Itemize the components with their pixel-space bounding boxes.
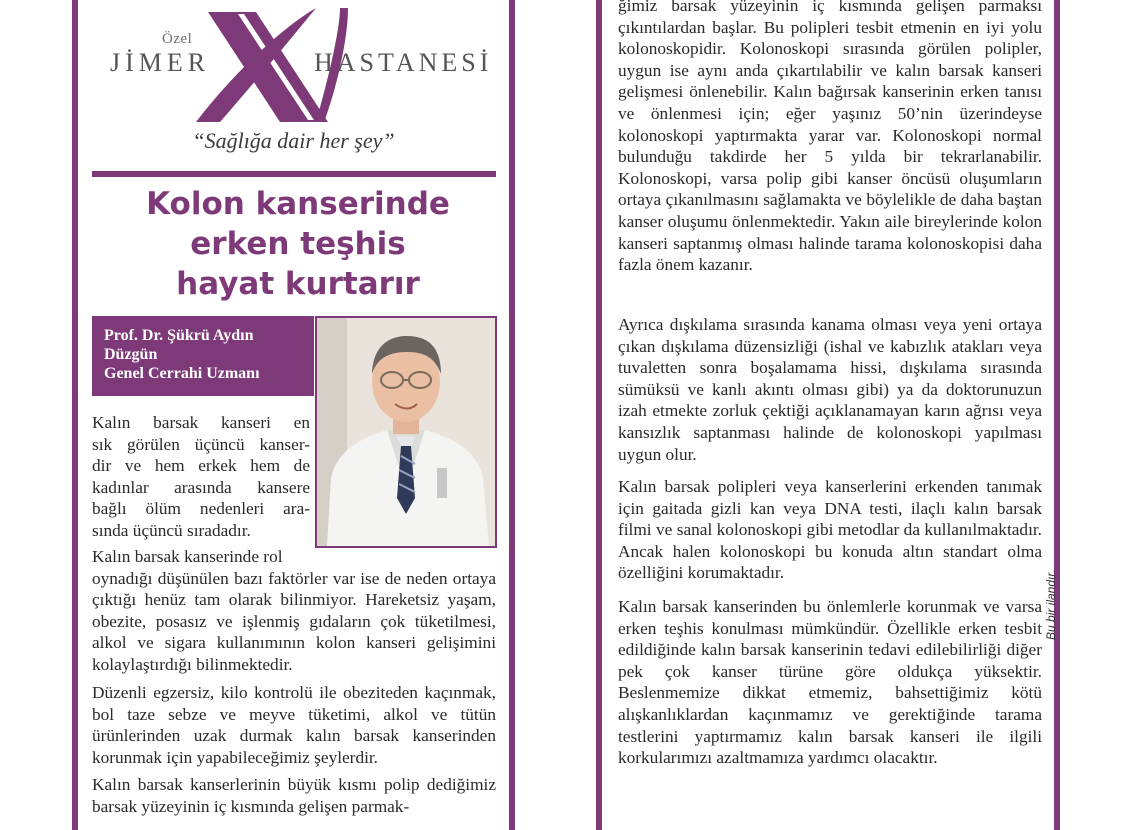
- text-line: kadınlar arasında kansere: [92, 477, 310, 497]
- author-name: Prof. Dr. Şükrü Aydın: [104, 327, 254, 344]
- left-column: [72, 0, 515, 830]
- paragraph-factors: [92, 546, 496, 676]
- headline: [88, 184, 508, 304]
- text-line: bağlı ölüm nedenleri ara-: [92, 499, 310, 519]
- text-line: dir ve hem erkek hem de: [92, 456, 310, 476]
- hospital-logo: [78, 0, 509, 165]
- paragraph-prevention: [92, 682, 496, 768]
- headline-line: erken teşhis: [190, 226, 406, 262]
- paragraph-polyp: [92, 774, 496, 817]
- paragraph-colonoscopy: [618, 0, 1042, 276]
- intro-paragraph: [92, 412, 310, 542]
- paragraph-text: ğimiz barsak yüzeyinin iç kısmında gelişen parmaksı çıkıntılardan başlar. Bu polipleri tesbit etmenin en iyi yolu kolonoskopidir. Kolonoskopi sırasında görülen polipler, uygun ise aynı anda çıkartılabilir ve kalın barsak kanseri gelişmesi önlenebilir. Kalın bağırsak kanserinin erken tanısı ve önlenmesi için; eğer yaşınız 50’nin üzerindeyse kolonoskopi yaptırmakta yarar var. Kolonoskopi normal bulunduğu takdirde her 5 yılda bir tekrarlanabilir. Kolonoskopi, varsa polip gibi kanser öncüsü oluşumların ortaya çıkanılmasını sağlamakta ve böylelikle de daha baştan kanser oluşumu önlenmektedir. Yakın aile bireylerinde kolon kanseri saptanmış olması halinde tarama kolonoskopisi daha fazla önem kazanır.: [618, 0, 1042, 275]
- right-column: [596, 0, 1060, 830]
- advertisement-note: Bu bir ilandır.: [1044, 569, 1058, 640]
- paragraph-conclusion: [618, 596, 1042, 769]
- paragraph-text: Kalın barsak kanserinden bu önlemlerle korunmak ve varsa erken teşhis konulması mümkündür. Özellikle erken tesbit edildiğinde kalın barsak kanserinin tedavi edilebilirliği diğer pek çok kanser türüne göre oldukça yüksektir. Beslenmemize dikkat etmemiz, bahsettiğimiz kötü alışkanlıklardan kaçınmamız ve gerektiğinde tarama testlerini yaptırmamız kalın barsak kanseri ile ilgili korkularımızı azaltmamıza yardımcı olacaktır.: [618, 597, 1042, 768]
- author-name-cont: Düzgün: [104, 346, 158, 363]
- author-title: Genel Cerrahi Uzmanı: [104, 365, 260, 382]
- header-rule: [92, 171, 496, 177]
- paragraph-methods: [618, 476, 1042, 584]
- text-line: sık görülen üçüncü kanser-: [92, 434, 310, 454]
- paragraph-text: oynadığı düşünülen bazı faktörler var ise de neden ortaya çıktığı henüz tam olarak bilinmiyor. Hareketsiz yaşam, obezite, posasız ve işlenmiş gıdaların çok tüketilmesi, alkol ve sigara kullanımının kolon kanseri gelişimini kolaylaştırdığı bilinmektedir.: [92, 568, 496, 674]
- paragraph-text: Kalın barsak kanserlerinin büyük kısmı polip dediğimiz barsak yüzeyinin iç kısmında gelişen parmak-: [92, 775, 496, 816]
- paragraph-symptoms: [618, 314, 1042, 465]
- doctor-portrait-icon: [317, 318, 495, 546]
- text-line: Kalın barsak kanseri en: [92, 413, 310, 432]
- logo-jimer-text: JİMER: [110, 48, 211, 77]
- paragraph-text: Ayrıca dışkılama sırasında kanama olması veya yeni ortaya çıkan dışkılama düzensizliği (ishal ve kabızlık atakları veya tuvaletten sonra boşalamama hissi, dışkılama sırasında sümüksü ve kanlı akıntı olması gibi) ya da doktorunuzun izah etmekte zorluk çektiği açıklanamayan karın ağrısı veya kansızlık saptanması halinde de kolonoskopi yapılması uygun olur.: [618, 315, 1042, 464]
- author-box: [92, 316, 314, 396]
- headline-line: hayat kurtarır: [176, 266, 420, 302]
- headline-line: Kolon kanserinde: [146, 186, 450, 222]
- text-line: Kalın barsak kanserinde rol: [92, 547, 283, 566]
- paragraph-text: Kalın barsak polipleri veya kanserlerini erkenden tanımak için gaitada gizli kan veya DNA testi, ilaçlı kalın barsak filmi ve sanal kolonoskopi gibi metodlar da kullanılmaktadır. Ancak halen kolonoskopi bu konuda altın standart olma özelliğini korumaktadır.: [618, 477, 1042, 583]
- author-photo: [315, 316, 497, 548]
- logo-ozel-text: Özel: [162, 31, 193, 47]
- text-line: sında üçüncü sıradadır.: [92, 520, 251, 540]
- logo-hastanesi-text: HASTANESİ: [314, 48, 493, 77]
- slogan: “Sağlığa dair her şey”: [192, 128, 395, 153]
- paragraph-text: Düzenli egzersiz, kilo kontrolü ile obeziteden kaçınmak, bol taze sebze ve meyve tüketimi, alkol ve tütün ürünlerinden uzak durmak kalın barsak kanserinden korunmak için yapabileceğimiz şeylerdir.: [92, 683, 496, 767]
